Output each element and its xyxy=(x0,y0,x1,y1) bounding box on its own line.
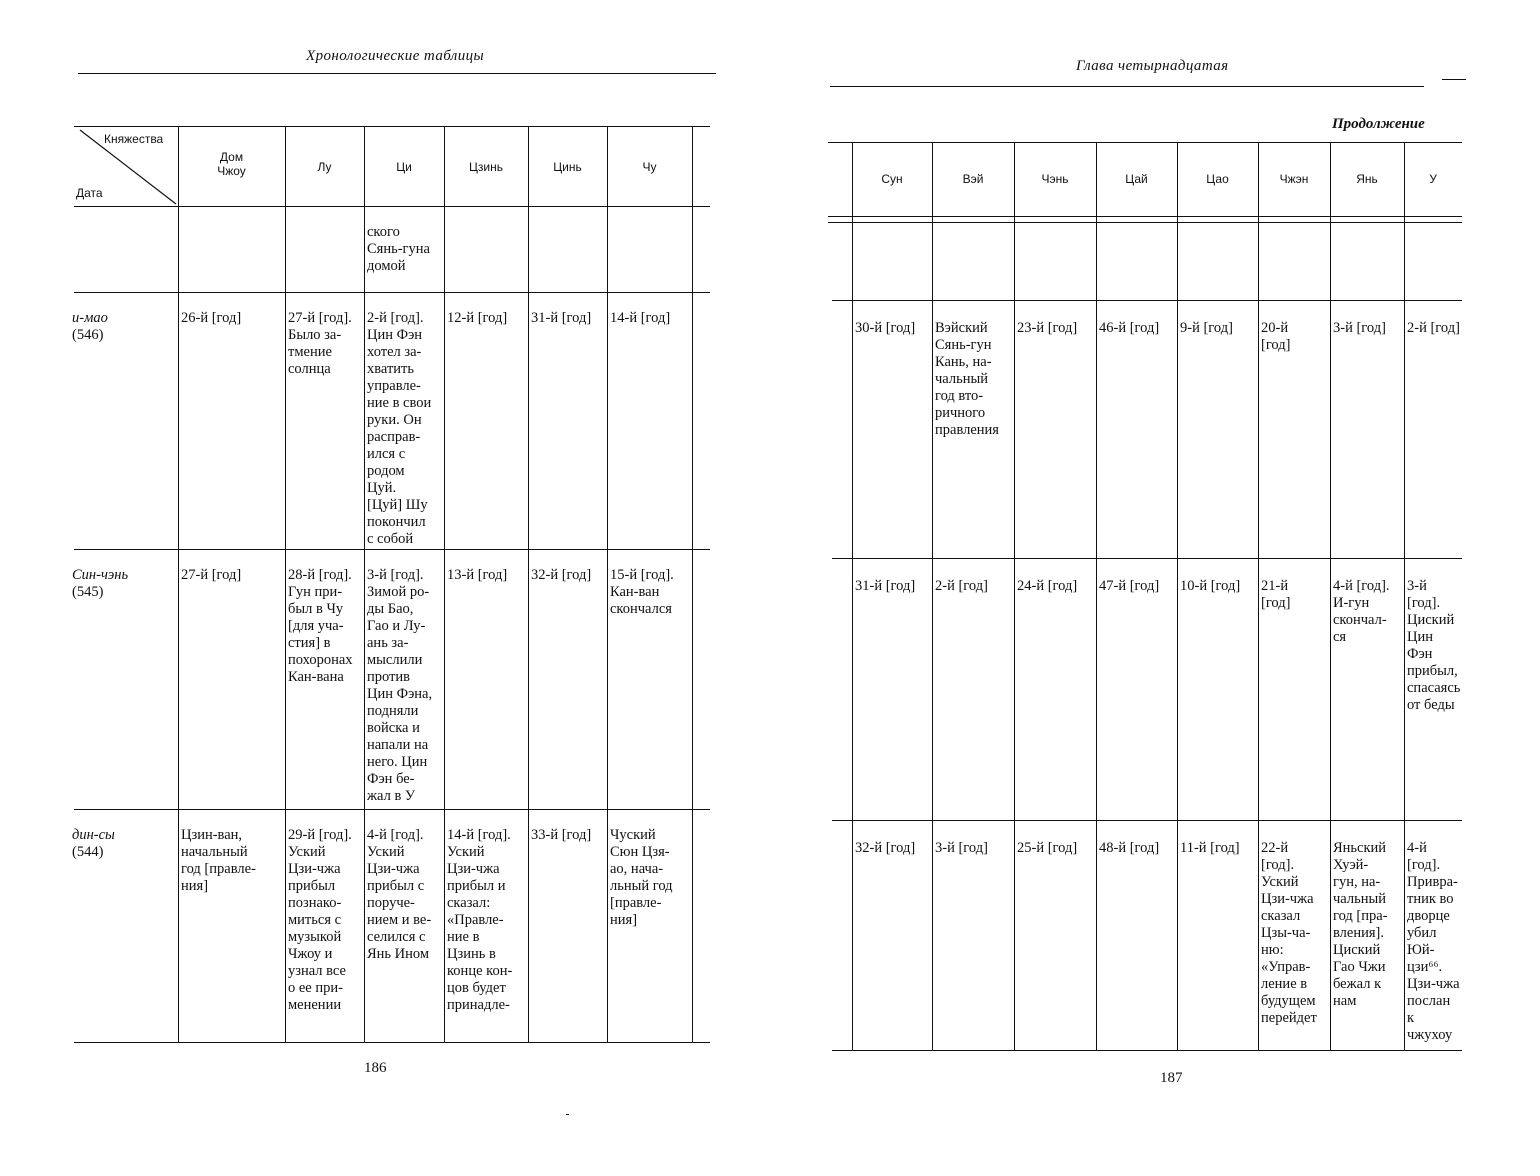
running-head-right: Глава четырнадцатая xyxy=(1076,58,1229,74)
row-rule xyxy=(74,1042,710,1043)
column-rule xyxy=(285,126,286,1042)
table-cell: ского Сянь-гуна домой xyxy=(367,224,430,274)
date-year: (546) xyxy=(72,327,104,343)
table-cell xyxy=(1261,236,1328,298)
table-cell: 20-й [год] xyxy=(1261,320,1291,353)
column-header: Сун xyxy=(881,172,903,186)
date-year: (545) xyxy=(72,584,104,600)
table-cell: 30-й [год] xyxy=(855,320,916,336)
column-rule xyxy=(364,126,365,1042)
table-cell: 25-й [год] xyxy=(1017,840,1078,856)
table-cell: 32-й [год] xyxy=(855,840,916,856)
table-cell xyxy=(181,224,283,290)
column-rule xyxy=(178,126,179,1042)
table-cell: 11-й [год] xyxy=(1180,840,1240,856)
table-top-rule xyxy=(828,142,1462,143)
table-cell xyxy=(531,224,605,290)
row-rule xyxy=(832,558,1462,559)
table-cell xyxy=(935,236,1012,298)
table-cell: 48-й [год] xyxy=(1099,840,1160,856)
column-header: Янь xyxy=(1356,172,1378,186)
table-cell: 24-й [год] xyxy=(1017,578,1078,594)
column-rule xyxy=(692,126,693,1042)
table-cell: 10-й [год] xyxy=(1180,578,1241,594)
table-cell: Чуский Сюн Цзя- ао, нача- льный год [правле- ния] xyxy=(610,827,673,928)
row-rule xyxy=(74,809,710,810)
table-cell: 29-й [год]. Уский Цзи-чжа прибыл познако- миться с музыкой Чжоу и узнал все о ее при- менении xyxy=(288,827,352,1013)
corner-label-date: Дата xyxy=(76,186,103,200)
column-rule xyxy=(1258,142,1259,1050)
table-cell: 46-й [год] xyxy=(1099,320,1160,336)
table-cell: 22-й [год]. Уский Цзи-чжа сказал Цзы-ча- ню: «Управ- ление в будущем перейдет xyxy=(1261,840,1317,1026)
column-header: Цзинь xyxy=(469,160,503,174)
column-header: Вэй xyxy=(962,172,984,186)
table-cell: 47-й [год] xyxy=(1099,578,1160,594)
table-cell: 12-й [год] xyxy=(447,310,508,326)
print-speck xyxy=(566,1114,569,1115)
column-header: Ци xyxy=(396,160,412,174)
table-cell: 14-й [год]. Уский Цзи-чжа прибыл и сказал: «Правле- ние в Цзинь в конце кон- цов будет принадле- xyxy=(447,827,513,1013)
table-cell: 3-й [год] xyxy=(935,840,988,856)
column-rule xyxy=(528,126,529,1042)
column-rule xyxy=(1096,142,1097,1050)
table-cell: 2-й [год] xyxy=(935,578,988,594)
table-cell xyxy=(1180,236,1256,298)
column-rule xyxy=(1177,142,1178,1050)
table-cell: 4-й [год]. И-гун скончал- ся xyxy=(1333,578,1390,645)
table-cell: 23-й [год] xyxy=(1017,320,1078,336)
table-cell: 14-й [год] xyxy=(610,310,671,326)
row-rule xyxy=(832,1050,1462,1051)
column-rule xyxy=(607,126,608,1042)
table-cell: 3-й [год]. Зимой ро- ды Бао, Гао и Лу- ань за- мыслили против Цин Фэна, подняли войска и напали на него. Цин Фэн бе- жал в У xyxy=(367,567,433,804)
row-rule xyxy=(74,549,710,550)
column-header: Чжэн xyxy=(1279,172,1309,186)
table-cell: Цзин-ван, начальный год [правле- ния] xyxy=(181,827,256,894)
column-rule xyxy=(444,126,445,1042)
table-head-rule xyxy=(828,216,1462,217)
table-cell xyxy=(1099,236,1175,298)
table-cell xyxy=(1407,236,1460,298)
header-rule-right-tail xyxy=(1442,79,1466,80)
table-cell xyxy=(1017,236,1094,298)
table-cell: 2-й [год]. Цин Фэн хотел за- хватить управле- ние в свои руки. Он расправ- ился с родом Цуй. [Цуй] Шу покончил с собой xyxy=(367,310,432,547)
column-header: Дом Чжоу xyxy=(217,150,246,178)
table-head-rule-2 xyxy=(828,222,1462,223)
table-cell: 4-й [год]. Уский Цзи-чжа прибыл с поруче- нием и ве- селился с Янь Ином xyxy=(367,827,432,962)
page-number-left: 186 xyxy=(364,1060,387,1076)
column-rule xyxy=(932,142,933,1050)
column-header: Чэнь xyxy=(1041,172,1069,186)
column-rule xyxy=(1330,142,1331,1050)
table-cell: 28-й [год]. Гун при- был в Чу [для уча- стия] в похоронах Кан-вана xyxy=(288,567,353,685)
row-date xyxy=(72,827,176,861)
table-cell xyxy=(610,224,690,290)
table-cell xyxy=(288,224,362,290)
table-cell: 31-й [год] xyxy=(855,578,916,594)
page-number-right: 187 xyxy=(1160,1070,1183,1086)
table-cell xyxy=(855,236,930,298)
corner-label-principalities: Княжества xyxy=(104,132,164,146)
column-rule xyxy=(1014,142,1015,1050)
date-cyclic-name: и-мао xyxy=(72,310,108,326)
table-cell: 3-й [год]. Циский Цин Фэн прибыл, спасаясь от беды xyxy=(1407,578,1460,713)
header-rule-right xyxy=(830,86,1424,87)
column-header: Чу xyxy=(642,160,657,174)
row-date xyxy=(72,310,176,344)
row-date xyxy=(72,567,176,601)
row-rule xyxy=(832,820,1462,821)
column-header: Лу xyxy=(317,160,332,174)
date-year: (544) xyxy=(72,844,104,860)
date-cyclic-name: Син-чэнь xyxy=(72,567,129,583)
table-cell: 13-й [год] xyxy=(447,567,508,583)
table-cell xyxy=(447,224,526,290)
continued-label: Продолжение xyxy=(1332,116,1425,132)
table-cell: 31-й [год] xyxy=(531,310,592,326)
table-cell: 4-й [год]. Привра- тник во дворце убил Юй- цзи⁶⁶. Цзи-чжа послан к чжухоу xyxy=(1407,840,1460,1043)
table-cell: 15-й [год]. Кан-ван скончался xyxy=(610,567,674,617)
table-cell: 32-й [год] xyxy=(531,567,592,583)
table-cell xyxy=(1333,236,1402,298)
row-rule xyxy=(832,300,1462,301)
table-cell: 27-й [год] xyxy=(181,567,242,583)
table-cell: 2-й [год] xyxy=(1407,320,1460,336)
table-cell: 9-й [год] xyxy=(1180,320,1233,336)
table-cell: 21-й [год] xyxy=(1261,578,1291,611)
right-page xyxy=(770,0,1540,1176)
column-header: Цао xyxy=(1206,172,1229,186)
table-cell: 27-й [год]. Было за- тмение солнца xyxy=(288,310,352,377)
column-header: Цинь xyxy=(553,160,582,174)
row-rule xyxy=(74,292,710,293)
table-cell: 33-й [год] xyxy=(531,827,592,843)
table-cell: Яньский Хуэй- гун, на- чальный год [пра- вления]. Циский Гао Чжи бежал к нам xyxy=(1333,840,1388,1009)
column-rule xyxy=(1404,142,1405,1050)
table-cell: Вэйский Сянь-гун Кань, на- чальный год вто- ричного правления xyxy=(935,320,999,438)
column-header: Цай xyxy=(1125,172,1148,186)
date-cyclic-name: дин-сы xyxy=(72,827,115,843)
column-header: У xyxy=(1429,172,1437,186)
table-cell: 26-й [год] xyxy=(181,310,242,326)
table-cell: 3-й [год] xyxy=(1333,320,1386,336)
column-rule xyxy=(852,142,853,1050)
running-head-left: Хронологические таблицы xyxy=(306,48,485,64)
corner-diagonal xyxy=(0,0,770,260)
